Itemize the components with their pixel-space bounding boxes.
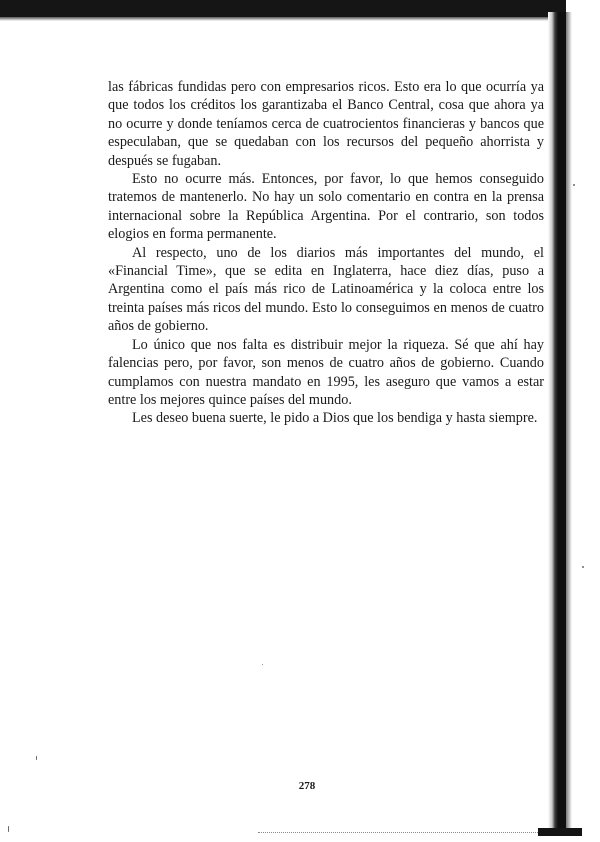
- paragraph: las fábricas fundidas pero con empresarios ricos. Esto era lo que ocurría ya que todos los créditos los garantizaba el Banco Central, cosa que ahora ya no ocurre y donde teníamos cerca de cuatrocientos financieras y bancos que especulaban, que se quedaban con los recursos del pequeño ahorrista y después se fugaban.: [108, 79, 544, 169]
- paragraph: Al respecto, uno de los diarios más importantes del mundo, el «Financial Time», que se edita en Inglaterra, hace diez días, puso a Argentina como el país más rico de Latinoamérica y la coloca entre los treinta países más ricos del mundo. Esto lo conseguimos en menos de cuatro años de gobierno.: [108, 244, 544, 335]
- paragraph: Les deseo buena suerte, le pido a Dios que los bendiga y hasta siempre.: [132, 410, 538, 427]
- scan-right-border-fade: [566, 12, 572, 834]
- scan-speck: [573, 184, 575, 186]
- scan-speck: [36, 756, 37, 760]
- paragraph: Esto no ocurre más. Entonces, por favor, lo que hemos conseguido tratemos de mantenerlo. No hay un solo comentario en contra en la prensa internacional sobre la República Argentina. Por el contrario, son todos elogios en forma permanente.: [108, 171, 544, 243]
- scan-speck: [582, 566, 584, 568]
- paragraph: Lo único que nos falta es distribuir mejor la riqueza. Sé que ahí hay falencias pero, por favor, son menos de cuatro años de gobierno. Cuando cumplamos con nuestra mandato en 1995, les aseguro que vamos a estar entre los mejores quince países del mundo.: [108, 336, 544, 408]
- scan-bottom-rule: [258, 832, 568, 835]
- scan-top-border: [0, 0, 566, 17]
- scan-right-border: [558, 12, 566, 834]
- scan-right-border-shadow: [548, 12, 558, 834]
- scan-speck: [262, 664, 263, 665]
- body-text: [108, 78, 544, 428]
- page-number: 278: [298, 780, 316, 792]
- scan-speck: [8, 826, 9, 832]
- scan-bottom-corner: [538, 828, 582, 836]
